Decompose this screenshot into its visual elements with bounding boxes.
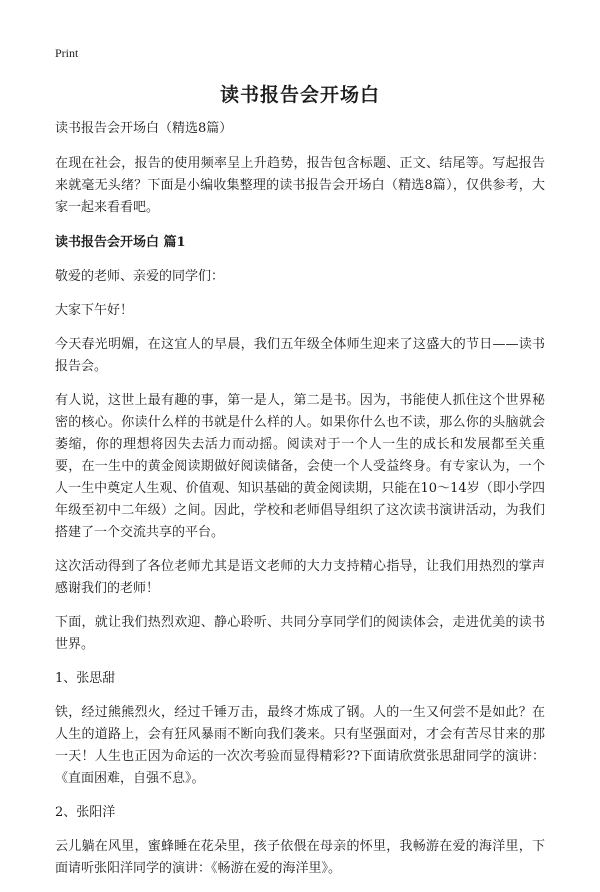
section-title: 读书报告会开场白 篇1 [55,235,186,250]
body-paragraph: 今天春光明媚，在这宜人的早晨，我们五年级全体师生迎来了这盛大的节日——读书报告会。 [55,337,545,374]
speaker-intro-paragraph: 铁，经过熊熊烈火，经过千锤万击，最终才炼成了钢。人的一生又何尝不是如此？在人生的道路上，会有狂风暴雨不断向我们袭来。只有坚强面对，才会有苦尽甘来的那一天！人生也正因为命运的一次次考验而显得精彩??下面请欣赏张思甜同学的演讲：《直面困难，自强不息》。 [55,705,545,786]
greeting-paragraph: 敬爱的老师、亲爱的同学们： [55,269,225,284]
document-body [55,118,545,892]
speaker-heading: 2、张阳洋 [55,805,116,820]
intro-paragraph: 在现在社会，报告的使用频率呈上升趋势，报告包含标题、正文、结尾等。写起报告来就毫无头绪？下面是小编收集整理的读书报告会开场白（精选8篇），仅供参考，大家一起来看看吧。 [55,156,545,215]
body-paragraph: 有人说，这世上最有趣的事，第一是人，第二是书。因为，书能使人抓住这个世界秘密的核心。你读什么样的书就是什么样的人。如果你什么也不读，那么你的头脑就会萎缩，你的理想将因失去活力而动摇。阅读对于一个人一生的成长和发展都至关重要，在一生中的黄金阅读期做好阅读储备，会使一个人受益终身。有专家认为，一个人一生中奠定人生观、价值观、知识基础的黄金阅读期，只能在10～14岁（即小学四年级至初中二年级）之间。因此，学校和老师倡导组织了这次读书演讲活动，为我们搭建了一个交流共享的平台。 [55,393,545,540]
speaker-heading: 1、张思甜 [55,671,116,686]
print-link[interactable]: Print [55,46,79,60]
hello-paragraph: 大家下午好！ [55,303,134,318]
page-title: 读书报告会开场白 [219,84,380,106]
body-paragraph: 这次活动得到了各位老师尤其是语文老师的大力支持精心指导，让我们用热烈的掌声感谢我们的老师！ [55,559,545,596]
document-subtitle: 读书报告会开场白（精选8篇） [55,121,233,136]
speaker-intro-paragraph: 云儿躺在风里，蜜蜂睡在花朵里，孩子依偎在母亲的怀里，我畅游在爱的海洋里，下面请听张阳洋同学的演讲：《畅游在爱的海洋里》。 [55,839,545,876]
body-paragraph: 下面，就让我们热烈欢迎、静心聆听、共同分享同学们的阅读体会，走进优美的读书世界。 [55,615,545,652]
